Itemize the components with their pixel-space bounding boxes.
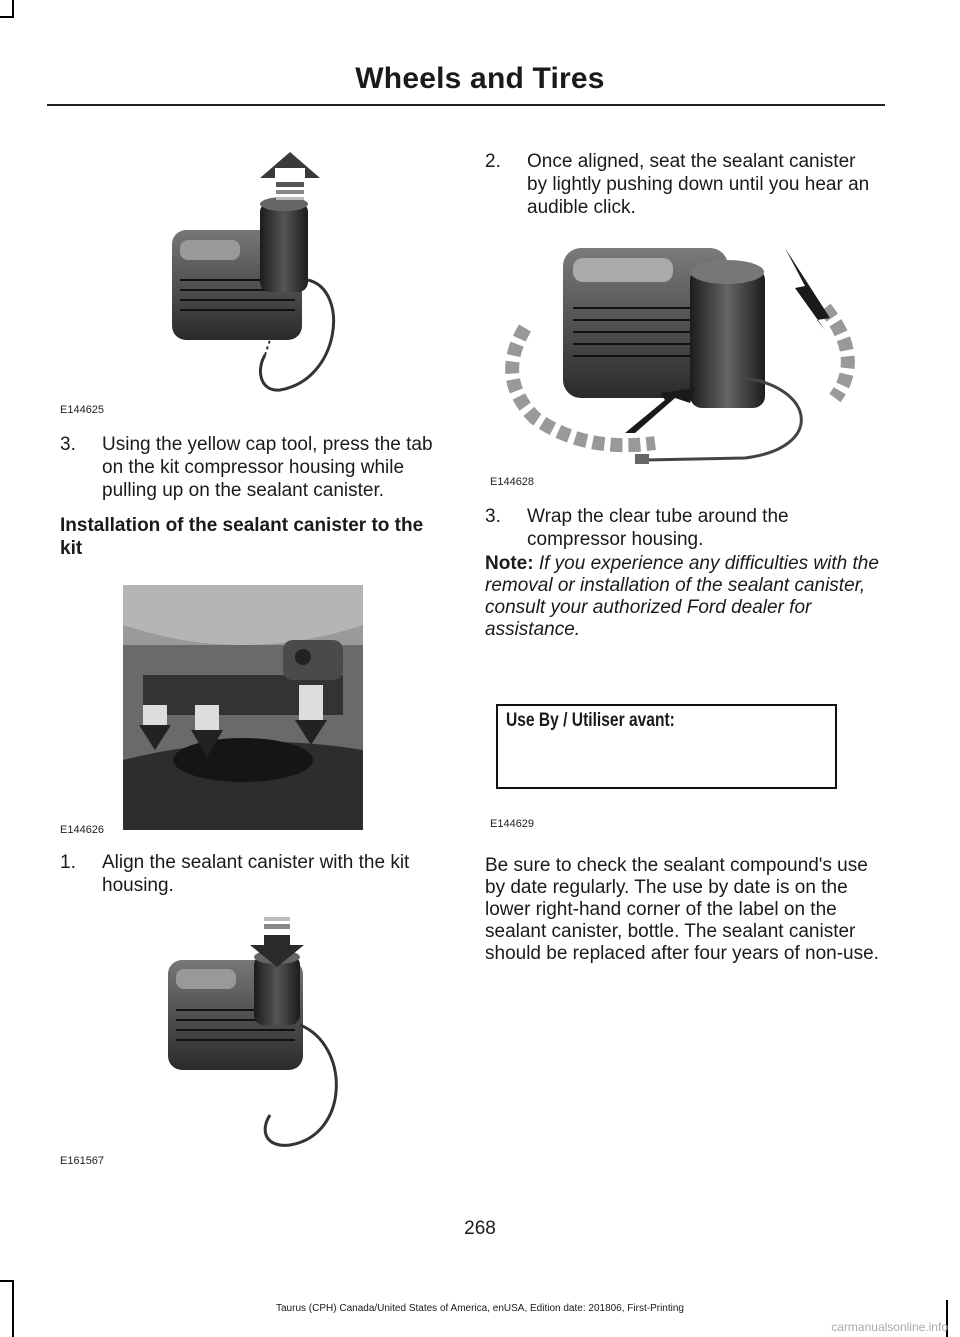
figure-id: E161567 [60, 1155, 105, 1167]
crop-mark [0, 16, 12, 18]
step-3-right [485, 505, 880, 553]
use-by-label-box [496, 704, 837, 789]
step-text: Once aligned, seat the sealant canister by lightly pushing down until you hear an audible click. [527, 151, 870, 218]
body-paragraph: Be sure to check the sealant compound's use by date regularly. The use by date is on the lower right-hand corner of the label on the sealant canister, bottle. The sealant canister should be replaced after four years of non-use. [485, 855, 879, 964]
header-rule [47, 104, 885, 106]
step-2-right [485, 150, 880, 222]
crop-mark [0, 1280, 12, 1282]
watermark-text: carmanualsonline.info [831, 1320, 948, 1334]
step-text: Using the yellow cap tool, press the tab on the kit compressor housing while pulling up on the sealant canister. [102, 434, 433, 501]
figure-id: E144628 [490, 476, 535, 488]
page-number: 268 [464, 1218, 496, 1239]
crop-mark [12, 0, 14, 18]
step-text: Wrap the clear tube around the compressor housing. [527, 506, 789, 550]
figure-wrap-tube [495, 238, 880, 478]
figure-canister-closeup [123, 585, 363, 830]
footer-text: Taurus (CPH) Canada/United States of America, enUSA, Edition date: 201806, First-Printing [276, 1303, 684, 1314]
figure-compressor-insert [60, 905, 455, 1170]
page-title: Wheels and Tires [355, 62, 605, 95]
note-text: If you experience any difficulties with the removal or installation of the sealant canister, consult your authorized Ford dealer for assistance. [485, 553, 879, 640]
use-by-label-text: Use By / Utiliser avant: [506, 710, 675, 731]
figure-compressor-remove [60, 140, 455, 420]
step-number: 3. [60, 434, 76, 455]
step-number: 3. [485, 506, 501, 527]
note-label: Note: [485, 553, 534, 574]
figure-id: E144625 [60, 404, 105, 416]
step-number: 2. [485, 151, 501, 172]
step-number: 1. [60, 852, 76, 873]
figure-id: E144626 [60, 824, 105, 836]
note-paragraph [485, 553, 880, 641]
step-1-left [60, 851, 448, 899]
step-3-left [60, 433, 448, 503]
step-text: Align the sealant canister with the kit housing. [102, 852, 410, 896]
figure-id: E144629 [490, 818, 535, 830]
section-heading: Installation of the sealant canister to the kit [60, 515, 424, 559]
